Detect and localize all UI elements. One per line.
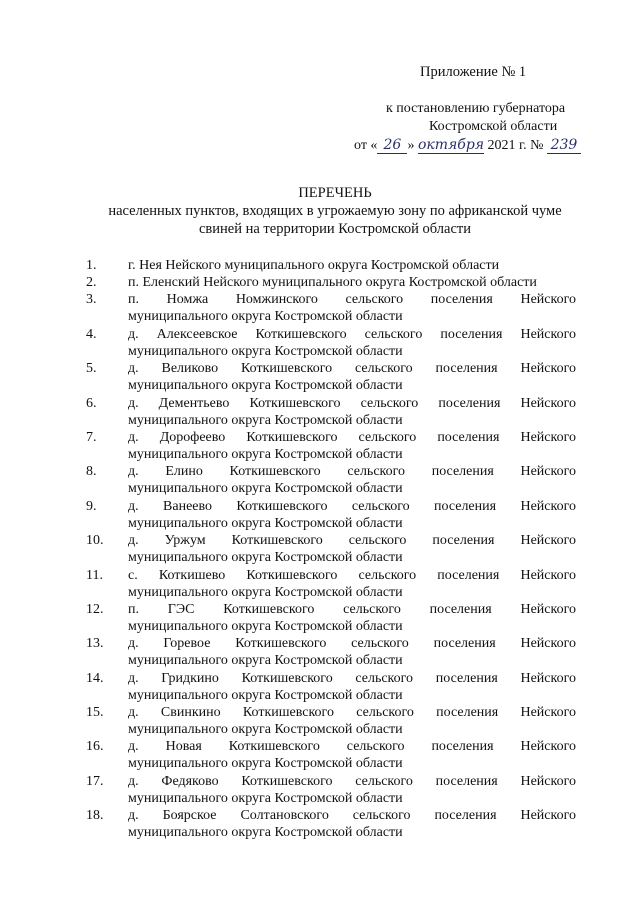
decree-number-handwritten: 239 [547, 137, 581, 154]
list-item-line-1: д. Гридкино Коткишевского сельского поселения Нейского [128, 670, 576, 686]
date-mid: » [407, 138, 415, 153]
list-item-line-1: д. Федяково Коткишевского сельского поселения Нейского [128, 773, 576, 789]
list-item-text [128, 326, 576, 360]
list-item-number: 1. [86, 258, 97, 273]
list-item [86, 532, 576, 566]
decree-line-2: Костромской области [429, 119, 558, 134]
list-item-text [128, 807, 576, 841]
list-item-line-2: муниципального округа Костромской области [128, 687, 403, 703]
list-item-text [128, 773, 576, 807]
list-item-text [128, 498, 576, 532]
list-item-line-1: д. Уржум Коткишевского сельского поселения Нейского [128, 533, 576, 549]
list-item-number: 15. [86, 705, 104, 721]
list-item-line-2: муниципального округа Костромской области [128, 515, 403, 531]
list-item-line-2: муниципального округа Костромской области [128, 446, 403, 462]
list-item-text [128, 532, 576, 566]
list-item [86, 807, 576, 841]
list-item-line-1: д. Ванеево Коткишевского сельского поселения Нейского [128, 498, 576, 514]
title-heading: ПЕРЕЧЕНЬ [298, 185, 372, 201]
list-item-line-1: д. Свинкино Коткишевского сельского поселения Нейского [128, 705, 576, 721]
list-item-number: 5. [86, 361, 97, 377]
list-item [86, 395, 576, 429]
list-item [86, 567, 576, 601]
list-item [86, 291, 576, 325]
list-item [86, 360, 576, 394]
list-item-number: 2. [86, 275, 97, 291]
list-item-line-1: п. ГЭС Коткишевского сельского поселения Нейского [128, 601, 576, 617]
list-item-number: 14. [86, 670, 104, 686]
list-item-line-2: муниципального округа Костромской области [128, 481, 403, 497]
list-item [86, 773, 576, 807]
list-item-line-2: муниципального округа Костромской области [128, 343, 403, 359]
decree-date-line [354, 137, 581, 154]
decree-line-1: к постановлению губернатора [386, 101, 566, 116]
date-prefix: от « [354, 138, 378, 153]
list-item-number: 8. [86, 464, 97, 480]
list-item [86, 257, 576, 274]
document-title [90, 184, 580, 238]
list-item-number: 9. [86, 498, 97, 514]
list-item [86, 635, 576, 669]
date-month-handwritten: октября [417, 137, 485, 153]
list-item-line-1: д. Горевое Коткишевского сельского поселения Нейского [128, 636, 576, 652]
list-item [86, 498, 576, 532]
list-item-number: 11. [86, 567, 103, 583]
list-item-text [128, 360, 576, 394]
list-item-line-2: муниципального округа Костромской области [128, 756, 403, 772]
title-line-2: свиней на территории Костромской области [198, 221, 472, 237]
list-item [86, 326, 576, 360]
list-item-line-2: муниципального округа Костромской области [128, 584, 403, 600]
list-item [86, 429, 576, 463]
list-item-number: 12. [86, 601, 104, 617]
date-year: 2021 г. № [487, 138, 544, 153]
list-item-text [128, 291, 576, 325]
list-item-line-1: д. Алексеевское Коткишевского сельского поселения Нейского [128, 326, 576, 342]
list-item-line-1: д. Великово Коткишевского сельского поселения Нейского [128, 361, 576, 377]
list-item-line-1: п. Номжа Номжинского сельского поселения Нейского [128, 292, 576, 308]
list-item-line-1: п. Еленский Нейского муниципального округа Костромской области [128, 275, 537, 291]
list-item-text [128, 635, 576, 669]
list-item [86, 670, 576, 704]
list-item-line-2: муниципального округа Костромской области [128, 653, 403, 669]
list-item-text [128, 274, 576, 291]
list-item-text [128, 601, 576, 635]
list-item-number: 10. [86, 533, 104, 549]
list-item-line-2: муниципального округа Костромской области [128, 618, 403, 634]
list-item-text [128, 429, 576, 463]
list-item-number: 4. [86, 326, 97, 342]
list-item [86, 601, 576, 635]
list-item [86, 738, 576, 772]
list-item-line-2: муниципального округа Костромской области [128, 825, 403, 841]
list-item-number: 17. [86, 773, 104, 789]
list-item-line-1: д. Елино Коткишевского сельского поселения Нейского [128, 464, 576, 480]
list-item-line-1: г. Нея Нейского муниципального округа Костромской области [128, 258, 500, 273]
list-item [86, 274, 576, 291]
list-item-text [128, 704, 576, 738]
list-item-number: 7. [86, 429, 97, 445]
list-item-number: 3. [86, 292, 97, 308]
title-line-1: населенных пунктов, входящих в угрожаемую зону по африканской чуме [108, 203, 562, 219]
list-item-line-2: муниципального округа Костромской области [128, 790, 403, 806]
date-day-handwritten: 26 [377, 137, 407, 154]
list-item-number: 18. [86, 808, 104, 824]
list-item-line-2: муниципального округа Костромской области [128, 550, 403, 566]
list-item-line-1: д. Новая Коткишевского сельского поселения Нейского [128, 739, 576, 755]
list-item-line-2: муниципального округа Костромской области [128, 309, 403, 325]
list-item-line-2: муниципального округа Костромской области [128, 722, 403, 738]
list-item-number: 13. [86, 636, 104, 652]
list-item-line-1: д. Боярское Солтановского сельского поселения Нейского [128, 808, 576, 824]
list-item-line-1: д. Дорофеево Коткишевского сельского поселения Нейского [128, 429, 576, 445]
list-item-text [128, 395, 576, 429]
list-item-text [128, 257, 576, 274]
list-item-number: 16. [86, 739, 104, 755]
list-item-line-1: д. Дементьево Коткишевского сельского поселения Нейского [128, 395, 576, 411]
appendix-label: Приложение № 1 [420, 64, 527, 80]
list-item [86, 463, 576, 497]
list-item-number: 6. [86, 395, 97, 411]
list-item [86, 704, 576, 738]
list-item-line-1: с. Коткишево Коткишевского сельского поселения Нейского [128, 567, 576, 583]
settlement-list [86, 257, 576, 842]
list-item-line-2: муниципального округа Костромской области [128, 378, 403, 394]
list-item-text [128, 463, 576, 497]
list-item-line-2: муниципального округа Костромской области [128, 412, 403, 428]
list-item-text [128, 567, 576, 601]
list-item-text [128, 670, 576, 704]
list-item-text [128, 738, 576, 772]
